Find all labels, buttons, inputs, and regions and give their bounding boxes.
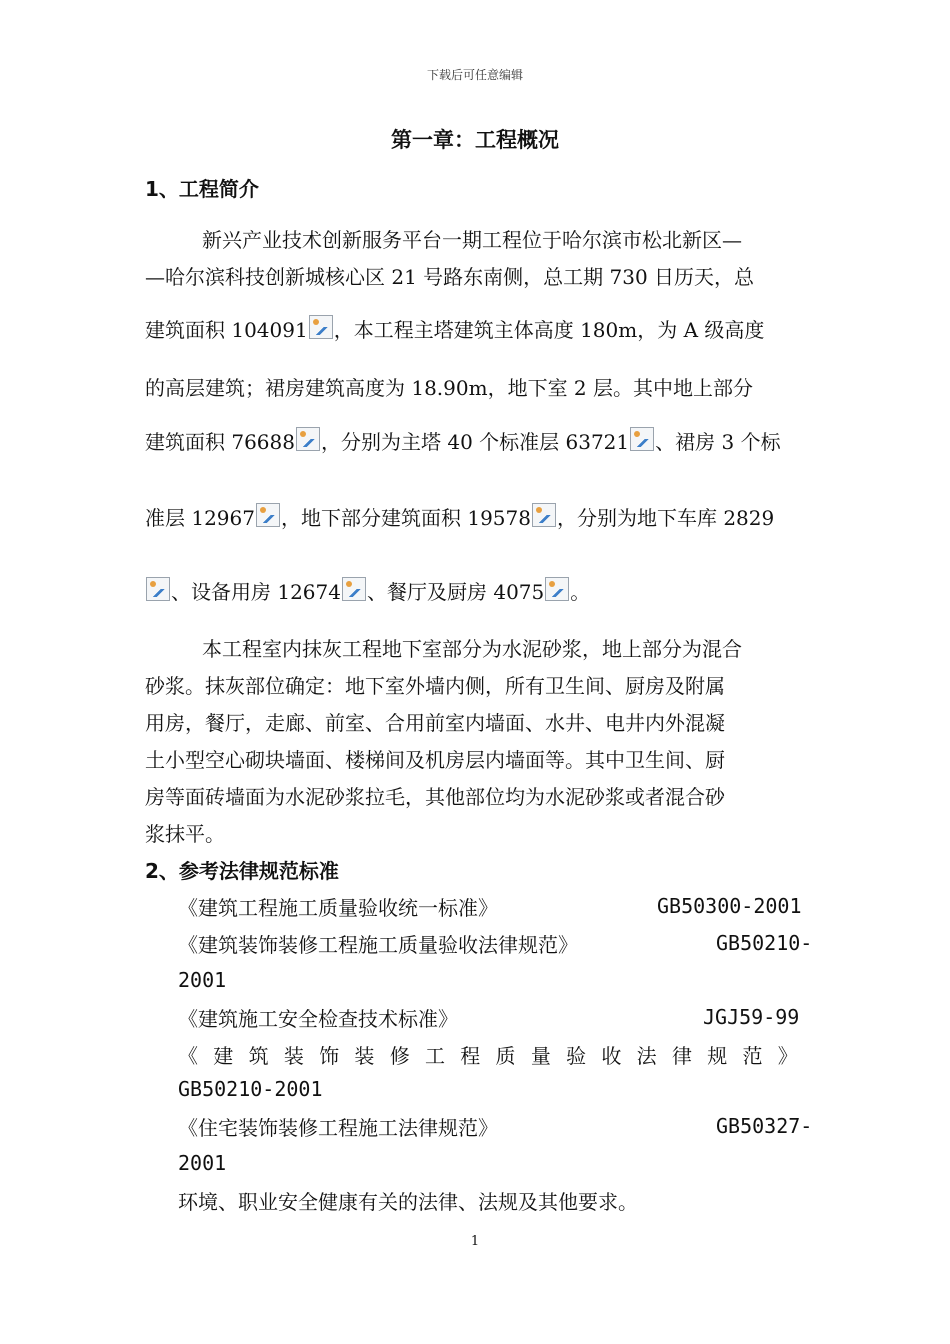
char: 规 [707,1044,728,1068]
text-run: 、裙房 3 个标 [655,430,781,454]
text-run: ，分别为主塔 40 个标准层 63721 [320,430,630,454]
text-run: 建筑面积 76688 [145,430,295,454]
char: 建 [213,1044,234,1068]
paragraph-line [145,502,774,531]
char: 饰 [319,1044,340,1068]
reference-code: GB50210- [716,931,813,955]
broken-image-icon [146,577,170,601]
char: 范 [742,1044,763,1068]
reference-name: 《建筑装饰装修工程施工质量验收法律规范》 [178,933,578,957]
reference-code: GB50327- [716,1114,813,1138]
text-run: 、餐厅及厨房 4075 [366,580,545,604]
reference-code: JGJ59-99 [703,1005,800,1029]
char: 《 [178,1044,198,1068]
reference-code-continued: GB50210-2001 [178,1077,323,1101]
page-header: 下载后可任意编辑 [426,68,523,82]
broken-image-icon [545,577,569,601]
closing-line: 环境、职业安全健康有关的法律、法规及其他要求。 [178,1190,638,1214]
paragraph-line [145,576,590,605]
text-run: 建筑面积 104091 [145,318,308,342]
paragraph-line: 房等面砖墙面为水泥砂浆拉毛，其他部位均为水泥砂浆或者混合砂 [145,785,725,809]
broken-image-icon [256,503,280,527]
paragraph-line: 新兴产业技术创新服务平台一期工程位于哈尔滨市松北新区— [202,228,742,252]
char: 筑 [248,1044,269,1068]
broken-image-icon [342,577,366,601]
section-heading-2: 2、参考法律规范标准 [145,859,339,883]
broken-image-icon [309,315,333,339]
reference-code-continued: 2001 [178,968,227,992]
reference-name: 《建筑施工安全检查技术标准》 [178,1007,458,1031]
char: 工 [424,1044,445,1068]
char: 律 [671,1044,692,1068]
char: 法 [636,1044,657,1068]
char: 量 [530,1044,551,1068]
reference-name-justified [178,1040,798,1069]
broken-image-icon [296,427,320,451]
paragraph-line [145,426,781,455]
char: 装 [283,1044,304,1068]
paragraph-line: —哈尔滨科技创新城核心区 21 号路东南侧，总工期 730 日历天，总 [145,265,755,289]
text-run: 准层 12967 [145,506,255,530]
char: 质 [495,1044,516,1068]
page-number: 1 [470,1234,480,1249]
reference-name: 《建筑工程施工质量验收统一标准》 [178,896,498,920]
text-run: ，本工程主塔建筑主体高度 180m，为 A 级高度 [333,318,765,342]
paragraph-line: 用房，餐厅，走廊、前室、合用前室内墙面、水井、电井内外混凝 [145,711,725,735]
char: 装 [354,1044,375,1068]
text-run: ，地下部分建筑面积 19578 [280,506,531,530]
paragraph-line: 的高层建筑；裙房建筑高度为 18.90m，地下室 2 层。其中地上部分 [145,376,754,400]
paragraph-line: 砂浆。抹灰部位确定：地下室外墙内侧，所有卫生间、厨房及附属 [145,674,725,698]
text-run: ，分别为地下车库 2829 [556,506,775,530]
char: 收 [601,1044,622,1068]
text-run: 。 [570,580,591,604]
broken-image-icon [630,427,654,451]
chapter-title: 第一章：工程概况 [391,128,559,152]
char: 》 [777,1044,798,1068]
paragraph-line: 本工程室内抹灰工程地下室部分为水泥砂浆，地上部分为混合 [202,637,742,661]
reference-name: 《住宅装饰装修工程施工法律规范》 [178,1116,498,1140]
text-run: 、设备用房 12674 [171,580,341,604]
paragraph-line: 土小型空心砌块墙面、楼梯间及机房层内墙面等。其中卫生间、厨 [145,748,725,772]
reference-code-continued: 2001 [178,1151,227,1175]
broken-image-icon [532,503,556,527]
paragraph-line: 浆抹平。 [145,822,225,846]
char: 修 [389,1044,410,1068]
char: 程 [460,1044,481,1068]
paragraph-line [145,314,764,343]
section-heading-1: 1、工程简介 [145,177,259,201]
reference-code: GB50300-2001 [657,894,802,918]
char: 验 [566,1044,587,1068]
